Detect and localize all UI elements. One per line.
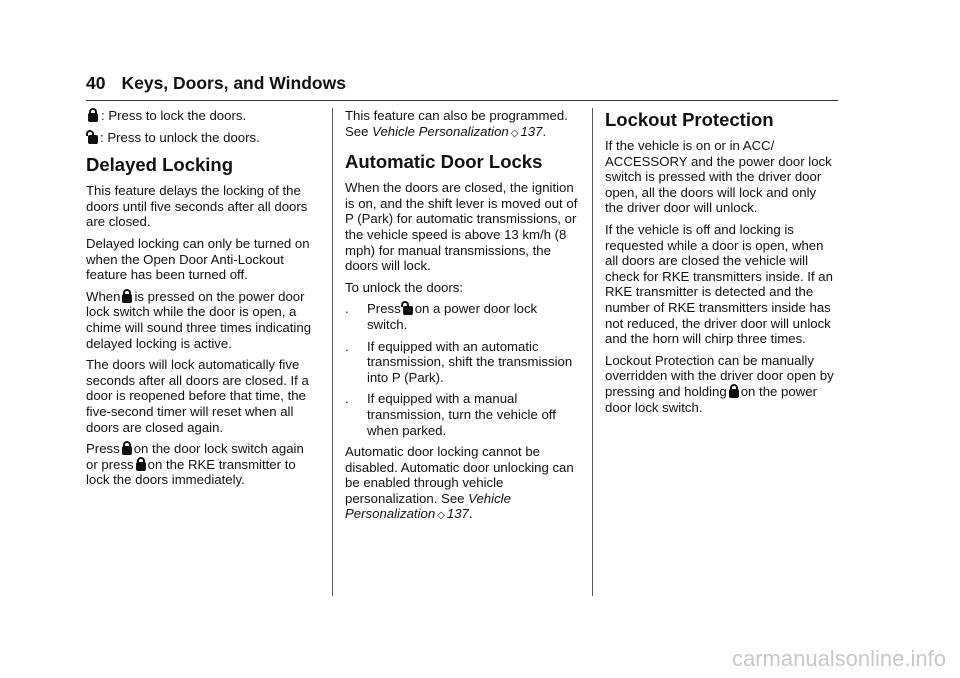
delayed-p1: This feature delays the locking of the doors until five seconds after all doors are closed. — [86, 183, 308, 230]
delayed-p2: Delayed locking can only be turned on when the Open Door Anti-Lockout feature has been turned off. — [86, 235, 310, 283]
column-3 — [605, 108, 838, 421]
unlock-icon — [88, 130, 98, 144]
lock-icon — [729, 384, 739, 398]
lockout-p2: If the vehicle is off and locking is requested while a door is open, when all doors are closed the vehicle will check for RKE transmitters inside. If an RKE transmitter is detected and the number of RKE transmitters inside has not reduced, the driver door will unlock and the horn will chirp three times. — [605, 221, 833, 347]
delayed-p3: When is pressed on the power door lock switch while the door is open, a chime will sound three times indicating delayed locking is active. — [86, 288, 312, 351]
auto-p3: Automatic door locking cannot be disabled. Automatic door unlocking can be enabled through vehicle personalization. See Vehicle Personalization ◇ 137. — [345, 444, 574, 522]
unlock-item: : Press to unlock the doors. — [86, 130, 318, 146]
column-divider-right — [592, 108, 593, 596]
lockout-protection-heading: Lockout Protection — [605, 109, 774, 130]
lock-icon — [122, 441, 132, 455]
lock-icon — [88, 108, 98, 122]
delayed-locking-heading: Delayed Locking — [86, 154, 234, 176]
page-header — [86, 72, 838, 101]
section-title: Keys, Doors, and Windows — [121, 73, 346, 93]
lock-icon — [122, 289, 132, 303]
lock-icon — [136, 457, 146, 471]
programmed-p: This feature can also be programmed. See Vehicle Personalization ◇ 137. — [345, 108, 568, 139]
watermark: carmanualsonline.info — [731, 646, 946, 671]
vehicle-personalization-link[interactable]: Vehicle Personalization — [372, 123, 509, 139]
unlock-icon — [403, 301, 413, 315]
column-2 — [345, 108, 581, 530]
delayed-p5: Press on the door lock switch again or press on the RKE transmitter to lock the doors immediately. — [86, 441, 304, 488]
ref-arrow-icon: ◇ — [437, 510, 445, 522]
column-1 — [86, 108, 318, 494]
list-item: . Press on a power door lock switch. — [345, 301, 538, 332]
ref-arrow-icon: ◇ — [510, 127, 519, 139]
page-ref[interactable]: 137 — [446, 506, 469, 522]
column-divider-left — [332, 108, 333, 596]
auto-p1: When the doors are closed, the ignition is on, and the shift lever is moved out of P (Park) for automatic transmissions, or the vehicle speed is above 13 km/h (8 mph) for manual transmissions, the doors will lock. — [345, 180, 578, 274]
automatic-door-locks-heading: Automatic Door Locks — [345, 151, 543, 173]
lockout-p3: Lockout Protection can be manually overridden with the driver door open by pressing and holding on the power door lock switch. — [605, 352, 834, 415]
list-item: . If equipped with a manual transmission, turn the vehicle off when parked. — [345, 391, 556, 438]
lockout-p1: If the vehicle is on or in ACC/ ACCESSORY and the power door lock switch is pressed with the driver door open, all the doors will lock and only the driver door will unlock. — [605, 138, 832, 216]
vehicle-personalization-link[interactable]: Vehicle Personalization — [345, 490, 511, 522]
page-number: 40 — [86, 73, 106, 93]
page-ref[interactable]: 137 — [520, 123, 543, 139]
lock-item: : Press to lock the doors. — [86, 108, 318, 124]
auto-p2: To unlock the doors: — [345, 279, 464, 295]
delayed-p4: The doors will lock automatically five seconds after all doors are closed. If a door is reopened before that time, the five-second timer will reset when all doors are closed again. — [86, 357, 309, 435]
list-item: . If equipped with an automatic transmission, shift the transmission into P (Park). — [345, 338, 573, 385]
